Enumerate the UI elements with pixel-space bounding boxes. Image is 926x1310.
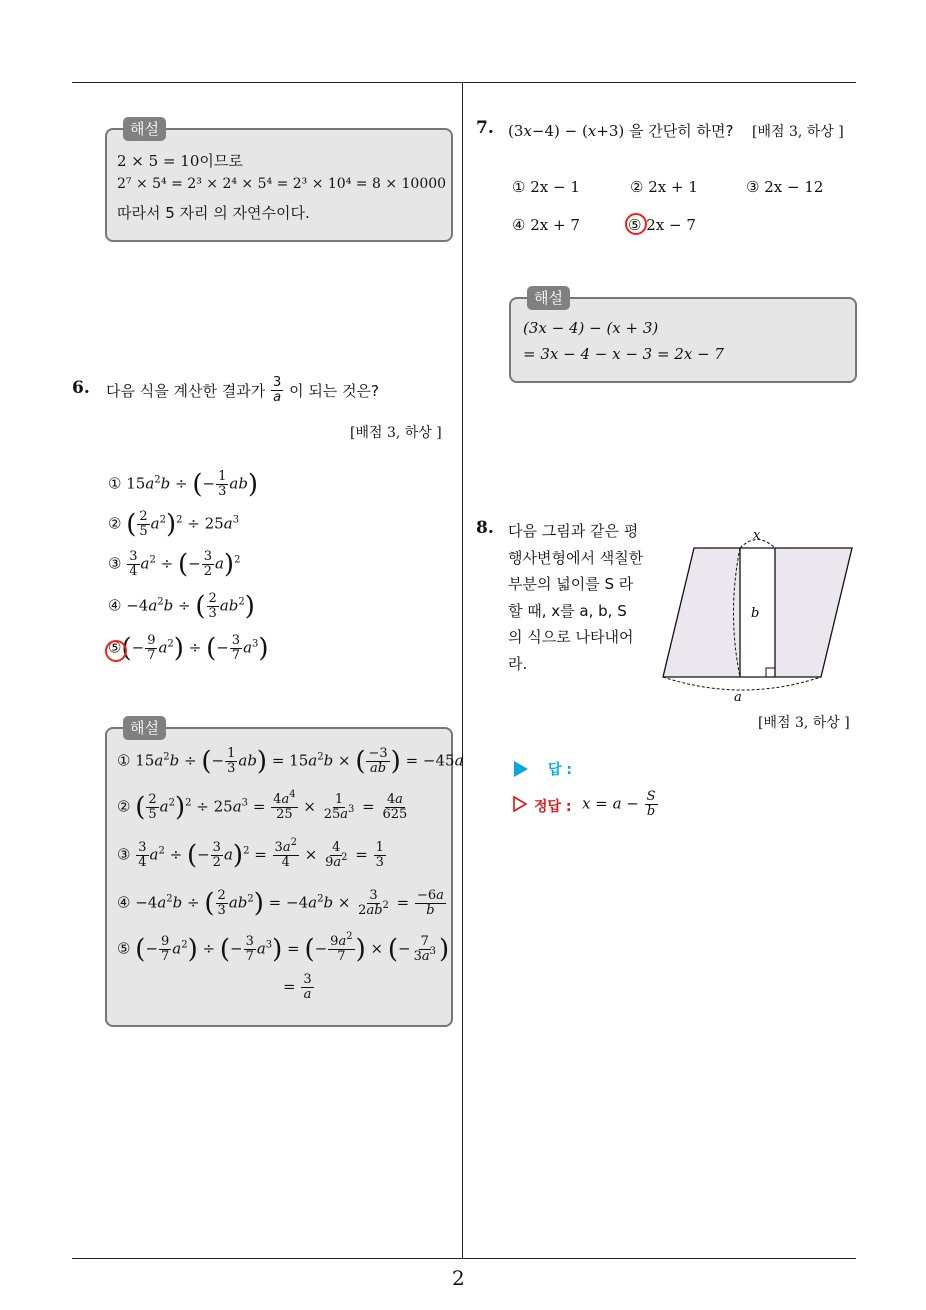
q5-exp-line2: 2⁷ × 5⁴ = 2³ × 2⁴ × 5⁴ = 2³ × 10⁴ = 8 × 10000 <box>117 176 447 192</box>
q8-prompt-line: 부분의 넓이를 S 라 <box>508 575 634 593</box>
q6-selected-marker <box>105 640 127 662</box>
q8-prompt-line: 행사변형에서 색칠한 <box>508 548 644 567</box>
q5-exp-line3: 따라서 5 자리 의 자연수이다. <box>117 204 310 222</box>
explanation-tag: 해설 <box>123 117 166 141</box>
answer-value: x = a − $\frac{S}{b}$ <box>582 789 656 819</box>
q6-exp-line5-result: = $\frac{3}{a}$ <box>283 972 312 1002</box>
q7-option-3[interactable]: ③ 2x − 12 <box>746 178 824 196</box>
q7-prompt: (3x−4) − (x+3) 을 간단히 하면? <box>508 122 734 140</box>
explanation-tag: 해설 <box>527 286 570 310</box>
q7-selected-marker <box>625 213 647 235</box>
play-triangle-icon <box>514 761 528 777</box>
q6-prompt: 다음 식을 계산한 결과가 $\frac{3}{a}$ 이 되는 것은? <box>106 375 380 405</box>
q7-exp-line1: (3x − 4) − (x + 3) <box>523 319 659 337</box>
q6-score: [배점 3, 하상 ] <box>350 425 442 441</box>
q6-explanation-box <box>105 719 464 1027</box>
q8-number: 8. <box>476 518 494 538</box>
q8-prompt <box>508 518 643 677</box>
q7-option-4[interactable]: ④ 2x + 7 <box>512 216 580 234</box>
q6-number: 6. <box>72 378 90 398</box>
q8-prompt-line: 라. <box>508 654 528 673</box>
q6-exp-line1: ① $15a^2b$ ÷ (− $\frac{1}{3}$ $ab) = 15a^2b$ × ( $\frac{-3}{ab}$ ) = −45a <box>117 746 464 777</box>
right-angle-mark <box>766 668 775 677</box>
q6-exp-line5: ⑤ (− $\frac{9}{7}$ $a^2$) ÷ (− $\frac{3}{7}$ $a^3$) = (− $\frac{9a^2}{7}$ ) × (− $\frac{7}{3a^3}$ ) <box>117 931 450 965</box>
q7-option-2[interactable]: ② 2x + 1 <box>630 178 698 196</box>
parallelogram-figure <box>655 525 860 705</box>
q8-score: [배점 3, 하상 ] <box>758 715 850 731</box>
q7-option-1[interactable]: ① 2x − 1 <box>512 178 580 196</box>
q5-exp-line1: 2 × 5 = 10이므로 <box>117 152 243 170</box>
shaded-region-right <box>775 548 852 677</box>
column-divider <box>462 83 463 1258</box>
q6-exp-line4: ④ $-4a^2b$ ÷ ( $\frac{2}{3}$ $ab^2) = -4a^2b$ × $\frac{3}{2ab^2}$ = $\frac{-6a}{b}$ <box>117 888 444 919</box>
shaded-region-left <box>663 548 740 677</box>
page-number: 2 <box>452 1266 465 1290</box>
q8-prompt-line: 의 식으로 나타내어 <box>508 628 634 646</box>
q6-option-5[interactable]: ⑤(− $\frac{9}{7}$ $a^2$) ÷ (− $\frac{3}{7}$ $a^3$) <box>108 633 269 664</box>
q6-option-1[interactable]: ① $15a^2b$ ÷ (− $\frac{1}{3}$ ab) <box>108 469 259 500</box>
label-a: a <box>734 690 742 705</box>
bottom-rule <box>72 1258 856 1259</box>
q6-exp-line3: ③ $\frac{3}{4}$ $a^2$ ÷ (− $\frac{3}{2}$ a)$^2$ = $\frac{3a^2}{4}$ × $\frac{4}{9a^2}$ = $\frac{1}{3}$ <box>117 837 384 871</box>
q8-prompt-line: 할 때, x를 a, b, S <box>508 601 627 620</box>
outline-triangle-icon <box>512 795 528 813</box>
q6-option-2[interactable]: ② ( $\frac{2}{5}$ $a^2)^2 \div 25a^3$ <box>108 509 240 540</box>
answer-prompt: 답 : <box>548 762 572 778</box>
q6-option-3[interactable]: ③ $\frac{3}{4}$ $a^2$ ÷ (− $\frac{3}{2}$ a)$^2$ <box>108 549 241 580</box>
q6-prompt-fraction: $\frac{3}{a}$ <box>273 375 282 405</box>
a-brace <box>663 677 821 690</box>
q5-explanation-box <box>105 120 453 242</box>
q7-number: 7. <box>476 118 494 138</box>
explanation-tag: 해설 <box>123 716 166 740</box>
q7-score: [배점 3, 하상 ] <box>752 124 844 140</box>
q8-prompt-line: 다음 그림과 같은 평 <box>508 522 639 540</box>
label-b: b <box>751 606 760 621</box>
q7-exp-line2: = 3x − 4 − x − 3 = 2x − 7 <box>523 345 724 363</box>
q7-explanation-box <box>509 289 857 383</box>
q6-option-4[interactable]: ④ $-4a^2b$ ÷ ( $\frac{2}{3}$ $ab^2$) <box>108 591 255 622</box>
answer-label: 정답 : <box>534 799 572 815</box>
label-x: x <box>753 528 761 543</box>
q6-exp-line2: ② ( $\frac{2}{5}$ $a^2)^2 \div 25a^3$ = $\frac{4a^4}{25}$ × $\frac{1}{25a^3}$ = $\frac{4a}{625}$ <box>117 789 408 823</box>
q7-option-5[interactable]: ⑤ 2x − 7 <box>628 216 696 234</box>
top-rule <box>72 82 856 83</box>
